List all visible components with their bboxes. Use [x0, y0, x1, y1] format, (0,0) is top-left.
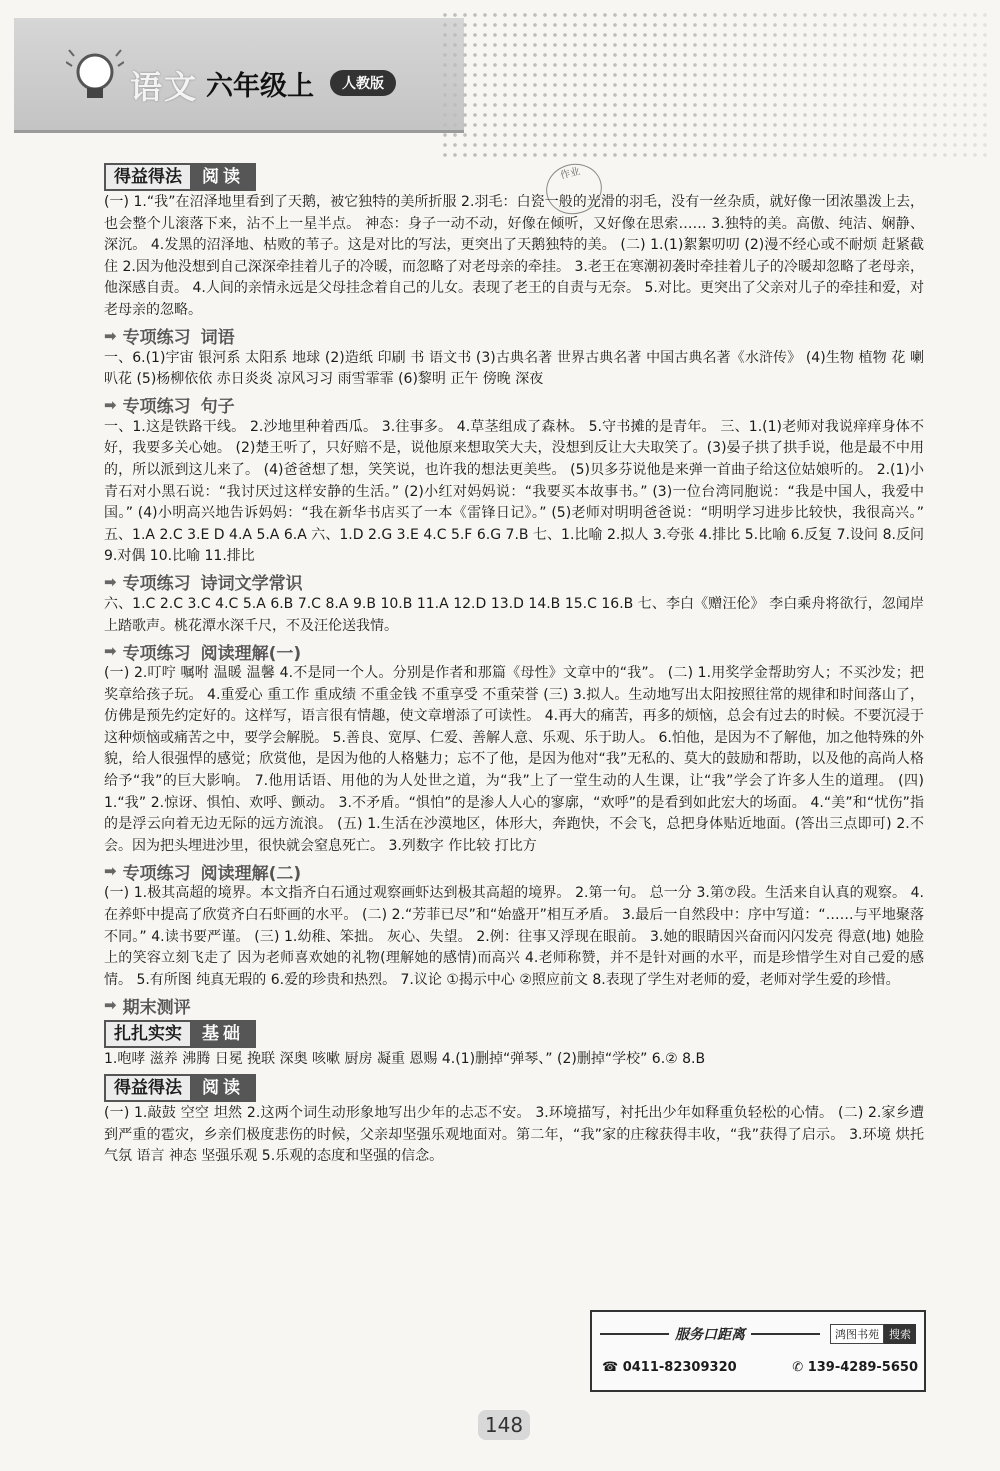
divider: [751, 1333, 820, 1335]
section-tag: 阅读: [190, 1074, 256, 1102]
arrow-icon: ➡: [104, 996, 117, 1015]
section-header: [104, 162, 924, 192]
answer-text: (一) 1.“我”在沼泽地里看到了天鹅，被它独特的美所折服 2.羽毛：白瓷一般的光滑的羽毛，没有一丝杂质，就好像一团浓墨泼上去，也会整个儿滚落下来，沾不上一星半点。 神态：身子一动不动，好像在倾听，又好像在思索…… 3.独特的美。高傲、纯洁、娴静、深沉。 4.发黑的沼泽地、枯败的苇子。这是对比的写法，更突出了天鹅独特的美。 (二) 1.(1)絮絮叨叨 (2)漫不经心或不耐烦 赶紧截住 2.因为他没想到自己深深牵挂着儿子的冷暖，而忽略了对老母亲的牵挂。 3.老王在寒潮初袭时牵挂着儿子的冷暖却忽略了老母亲，他深感自责。 4.人间的亲情永远是父母挂念着自己的儿女。表现了老王的自责与无奈。 5.对比。更突出了父亲对儿子的牵挂和爱，对老母亲的忽略。: [104, 194, 924, 318]
app-name: 鸿图书苑: [830, 1324, 884, 1344]
subsection-header: [104, 570, 924, 594]
search-button[interactable]: 搜索: [884, 1324, 916, 1344]
dot-pattern: [440, 10, 988, 160]
subsection-topic: 阅读理解(一): [200, 643, 302, 664]
subsection-label: 期末测评: [122, 997, 191, 1018]
service-logo: 服务口距离: [675, 1327, 745, 1343]
answer-text: 一、6.(1)宇宙 银河系 太阳系 地球 (2)造纸 印刷 书 语文书 (3)古典名著 世界古典名著 中国古典名著《水浒传》 (4)生物 植物 花 喇叭花 (5)杨柳依依 赤日炎炎 凉风习习 雨雪霏霏 (6)黎明 正午 傍晚 深夜: [104, 349, 924, 388]
subsection-topic: 阅读理解(二): [200, 863, 302, 884]
answer-text: (一) 1.极其高超的境界。本文指齐白石通过观察画虾达到极其高超的境界。 2.第一句。 总一分 3.第⑦段。生活来自认真的观察。 4.在养虾中提高了欣赏齐白石虾画的水平。 (二) 2.“芳菲已尽”和“始盛开”相互矛盾。 3.最后一自然段中：序中写道：“……与平地聚落不同。” 4.读书要严谨。 (三) 1.幼稚、笨拙。 灰心、失望。 2.例：往事又浮现在眼前。 3.她的眼睛因兴奋而闪闪发亮 得意(地) 她脸上的笑容立刻飞走了 因为老师喜欢她的礼物(理解她的感情)而高兴 4.老师称赞，并不是针对画的水平，而是珍惜学生对自己爱的感情。 5.有所图 纯真无瑕的 6.爱的珍贵和热烈。 7.议论 ①揭示中心 ②照应前文 8.表现了学生对老师的爱，老师对学生爱的珍惜。: [104, 885, 924, 988]
subsection-label: 专项练习: [122, 643, 191, 664]
mobile-number: ✆ 139-4289-5650: [792, 1360, 918, 1375]
lightbulb-icon: [66, 48, 124, 106]
answer-section: [104, 639, 924, 857]
answer-text: 1.咆哮 滋养 沸腾 日冕 挽联 深奥 咳嗽 厨房 凝重 恩赐 4.(1)删掉“弹琴、” (2)删掉“学校” 6.② 8.B: [104, 1051, 706, 1068]
arrow-icon: ➡: [104, 642, 117, 661]
subject-title: 语文: [130, 68, 199, 106]
answer-section: [104, 570, 924, 637]
subsection-label: 专项练习: [122, 397, 191, 418]
answer-section: [104, 162, 924, 322]
arrow-icon: ➡: [104, 395, 117, 414]
arrow-icon: ➡: [104, 572, 117, 591]
answer-section: [104, 1019, 924, 1071]
arrow-icon: ➡: [104, 862, 117, 881]
answer-text: (一) 2.叮咛 嘱咐 温暖 温馨 4.不是同一个人。分别是作者和那篇《母性》文章中的“我”。 (二) 1.用奖学金帮助穷人；不买沙发；把奖章给孩子玩。 4.重爱心 重工作 重成绩 不重金钱 不重享受 不重荣誉 (三) 3.拟人。生动地写出太阳按照往常的规律和时间落山了，仿佛是预先约定好的。这样写，语言很有情趣，使文章增添了可读性。 4.再大的痛苦，再多的烦恼，总会有过去的时候。不要沉浸于这种烦恼或痛苦之中，要学会解脱。 5.善良、宽厚、仁爱、善解人意、乐观、乐于助人。 6.怕他，是因为不了解他，加之他特殊的外貌，给人很强悍的感觉；欣赏他，是因为他的人格魅力；忘不了他，是因为他对“我”无私的、莫大的鼓励和帮助，以及他的高尚人格给予“我”的巨大影响。 7.他用话语、用他的为人处世之道，为“我”上了一堂生动的人生课，让“我”学会了许多人生的道理。 (四) 1.“我” 2.惊讶、惧怕、欢呼、颤动。 3.不矛盾。“惧怕”的是渗人人心的寥廓，“欢呼”的是看到如此宏大的场面。 4.“美”和“忧伤”指的是浮云向着无边无际的远方流浪。 (五) 1.生活在沙漠地区，体形大，奔跑快，不会飞，总把身体贴近地面。(答出三点即可) 2.不会。因为把头埋进沙里，很快就会窒息死亡。 3.列数字 作比较 打比方: [104, 665, 924, 854]
answer-section: [104, 393, 924, 568]
answer-section: [104, 859, 924, 991]
section-label: 得益得法: [104, 163, 190, 191]
edition-badge: 人教版: [330, 70, 396, 96]
subsection-header: [104, 324, 924, 348]
answer-text: (一) 1.敲鼓 空空 坦然 2.这两个词生动形象地写出少年的忐忑不安。 3.环境描写，衬托出少年如释重负轻松的心情。 (二) 2.家乡遭到严重的雹灾，乡亲们极度悲伤的时候，父亲却坚强乐观地面对。第二年，“我”家的庄稼获得丰收，“我”获得了启示。 3.环境 烘托气氛 语言 神态 坚强乐观 5.乐观的态度和坚强的信念。: [104, 1105, 924, 1165]
subsection-topic: 句子: [200, 397, 235, 418]
subsection-topic: 诗词文学常识: [200, 574, 303, 595]
section-label: 得益得法: [104, 1074, 190, 1102]
section-tag: 阅读: [190, 163, 256, 191]
arrow-icon: ➡: [104, 326, 117, 345]
section-label: 扎扎实实: [104, 1020, 190, 1048]
subsection-header: [104, 393, 924, 417]
subsection-header: [104, 639, 924, 663]
subsection-label: 专项练习: [122, 863, 191, 884]
answer-section: [104, 1073, 924, 1168]
answer-section: [104, 324, 924, 391]
answer-text: 一、1.这是铁路干线。 2.沙地里种着西瓜。 3.往事多。 4.草茎组成了森林。 5.守书摊的是青年。 三、1.(1)老师对我说痒痒身体不好，我要多关心她。 (2)楚王听了，只好赔不是，说他原来想取笑大夫，没想到反让大夫取笑了。(3)晏子拱了拱手说，他是最不中用的，所以派到这儿来了。 (4)爸爸想了想，笑笑说，也许我的想法更美些。 (5)贝多芬说他是来弹一首曲子给这位姑娘听的。 2.(1)小青石对小黑石说：“我讨厌过这样安静的生活。” (2)小红对妈妈说：“我要买本故事书。” (3)一位台湾同胞说：“我是中国人，我爱中国。” (4)小明高兴地告诉妈妈：“我在新华书店买了一本《雷锋日记》。” (5)老师对明明爸爸说：“明明学习进步比较快，我很高兴。” 五、1.A 2.C 3.E D 4.A 5.A 6.A 六、1.D 2.G 3.E 4.C 5.F 6.G 7.B 七、1.比喻 2.拟人 3.夸张 4.排比 5.比喻 6.反复 7.设问 8.反问 9.对偶 10.比喻 11.排比: [104, 418, 924, 565]
service-box: [590, 1310, 926, 1392]
stamp: 作业: [541, 158, 607, 220]
page-number: 148: [478, 1410, 530, 1440]
section-header: [104, 1073, 924, 1103]
answer-text: 六、1.C 2.C 3.C 4.C 5.A 6.B 7.C 8.A 9.B 10.B 11.A 12.D 13.D 14.B 15.C 16.B 七、李白《赠汪伦》 李白乘舟将欲行，忽闻岸上踏歌声。桃花潭水深千尺，不及汪伦送我情。: [104, 595, 924, 634]
subsection-label: 专项练习: [122, 574, 191, 595]
grade-title: 六年级上: [206, 71, 314, 102]
answer-content: [104, 160, 924, 1168]
subsection-header: [104, 993, 924, 1017]
section-header: [104, 1019, 924, 1049]
divider: [600, 1333, 669, 1335]
answer-section: [104, 993, 924, 1017]
subsection-label: 专项练习: [122, 328, 191, 349]
subsection-header: [104, 859, 924, 883]
section-tag: 基础: [190, 1020, 256, 1048]
phone-number: ☎ 0411-82309320: [602, 1360, 737, 1375]
subsection-topic: 词语: [200, 328, 235, 349]
